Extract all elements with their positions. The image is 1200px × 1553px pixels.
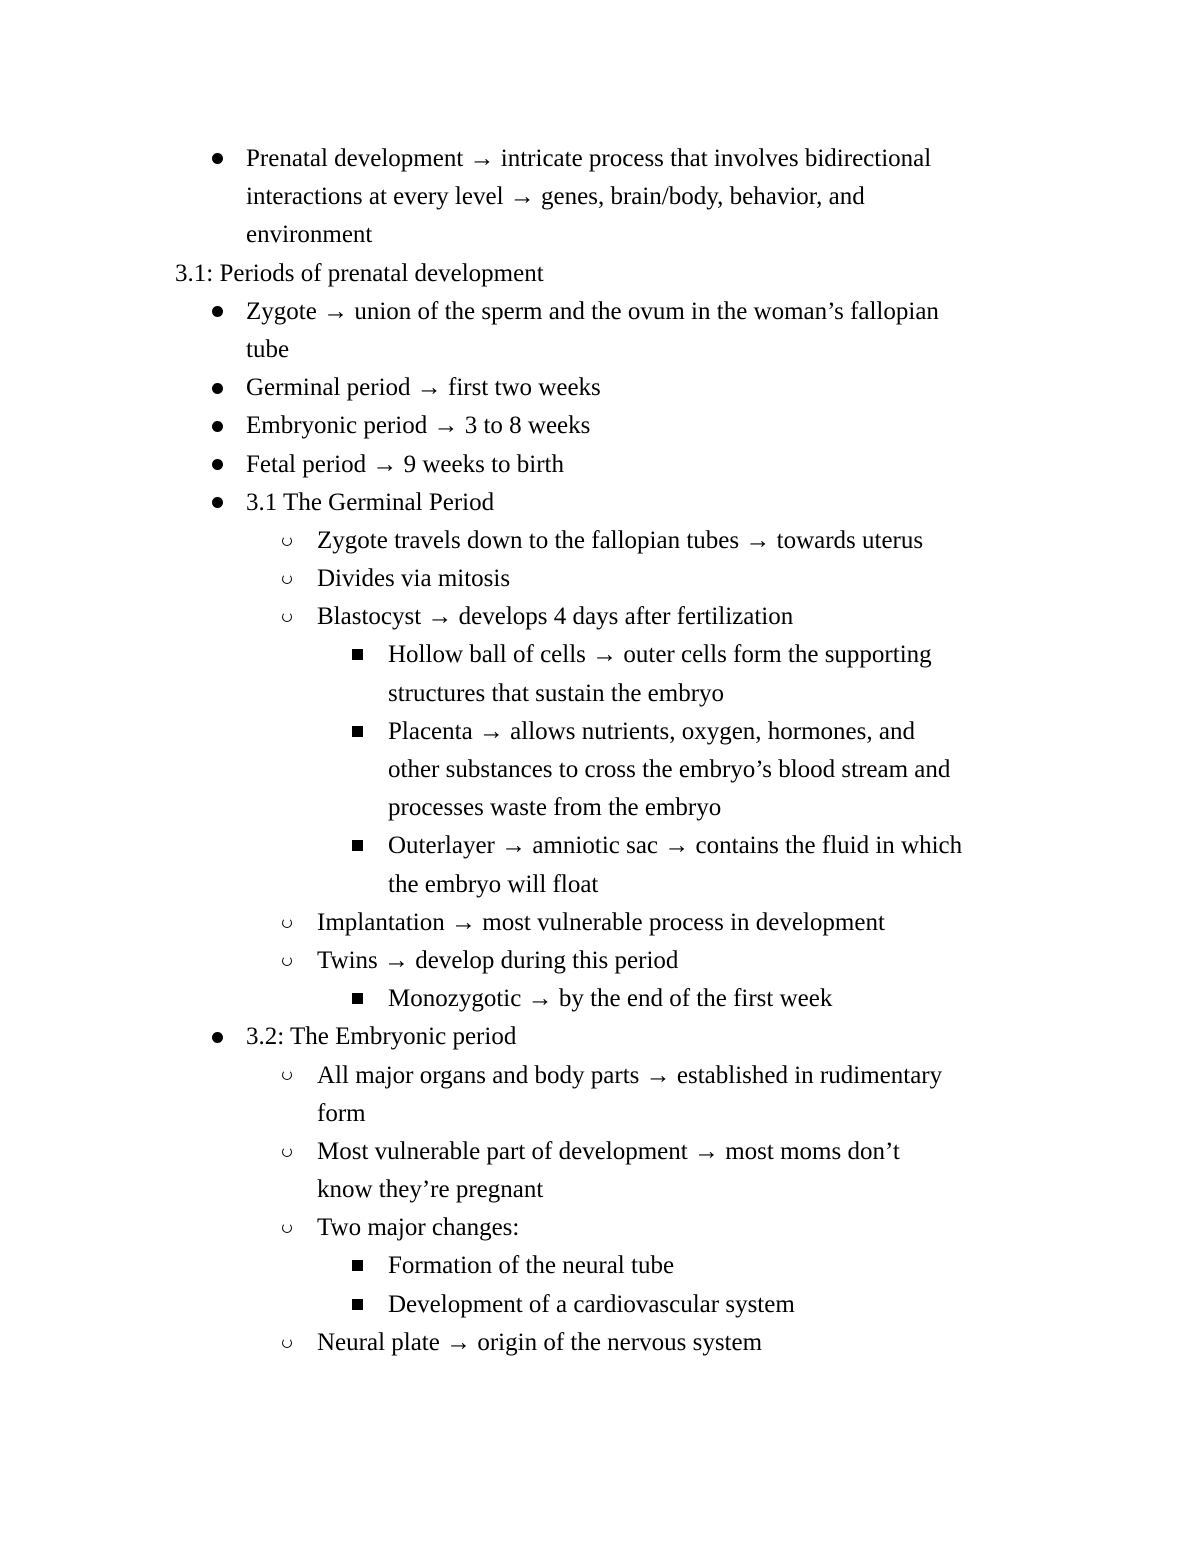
- bullet-dot-icon: [212, 1018, 223, 1056]
- bullet-ring-icon: [282, 1324, 292, 1362]
- bullet-ring-icon: [282, 560, 292, 598]
- list-item-level-2: [0, 1209, 1200, 1247]
- list-item-continuation: [0, 866, 1200, 904]
- line-text: form: [317, 1099, 366, 1127]
- bullet-square-icon: [352, 1286, 363, 1324]
- bullet-ring-icon: [282, 598, 292, 636]
- bullet-ring-icon: [282, 1209, 292, 1247]
- bullet-square-icon: [352, 980, 363, 1018]
- list-item-level-1: [0, 407, 1200, 445]
- list-item-continuation: [0, 789, 1200, 827]
- bullet-dot-icon: [212, 484, 223, 522]
- bullet-square-icon: [352, 1247, 363, 1285]
- list-item-level-1: [0, 140, 1200, 178]
- line-text: know they’re pregnant: [317, 1176, 544, 1204]
- line-text: Twins → develop during this period: [317, 946, 679, 974]
- line-text: Outerlayer → amniotic sac → contains the fluid in which: [388, 832, 963, 860]
- line-text: Embryonic period → 3 to 8 weeks: [246, 412, 591, 440]
- line-text: environment: [246, 221, 373, 249]
- list-item-continuation: [0, 1171, 1200, 1209]
- line-text: 3.2: The Embryonic period: [246, 1023, 517, 1051]
- list-item-level-2: [0, 598, 1200, 636]
- line-text: structures that sustain the embryo: [388, 679, 725, 707]
- line-text: interactions at every level → genes, brain/body, behavior, and: [246, 183, 865, 211]
- bullet-ring-icon: [282, 1133, 292, 1171]
- list-item-level-3: [0, 827, 1200, 865]
- line-text: 3.1 The Germinal Period: [246, 488, 495, 516]
- bullet-ring-icon: [282, 522, 292, 560]
- list-item-level-1: [0, 484, 1200, 522]
- bullet-dot-icon: [212, 407, 223, 445]
- line-text: Hollow ball of cells → outer cells form the supporting: [388, 641, 932, 669]
- line-text: Fetal period → 9 weeks to birth: [246, 450, 564, 478]
- line-text: Divides via mitosis: [317, 565, 511, 593]
- line-text: processes waste from the embryo: [388, 794, 722, 822]
- bullet-dot-icon: [212, 140, 223, 178]
- bullet-ring-icon: [282, 942, 292, 980]
- bullet-dot-icon: [212, 446, 223, 484]
- list-item-level-2: [0, 904, 1200, 942]
- list-item-level-3: [0, 713, 1200, 751]
- list-item-level-2: [0, 560, 1200, 598]
- list-item-level-2: [0, 1133, 1200, 1171]
- list-item-level-2: [0, 942, 1200, 980]
- list-item-level-3: [0, 980, 1200, 1018]
- list-item-continuation: [0, 331, 1200, 369]
- line-text: Formation of the neural tube: [388, 1252, 675, 1280]
- line-text: Development of a cardiovascular system: [388, 1290, 795, 1318]
- line-text: Placenta → allows nutrients, oxygen, hormones, and: [388, 717, 915, 745]
- bullet-square-icon: [352, 827, 363, 865]
- line-text: Zygote → union of the sperm and the ovum in the woman’s fallopian: [246, 297, 939, 325]
- list-item-continuation: [0, 751, 1200, 789]
- list-item-level-2: [0, 522, 1200, 560]
- line-text: Monozygotic → by the end of the first week: [388, 985, 833, 1013]
- line-text: Blastocyst → develops 4 days after fertilization: [317, 603, 794, 631]
- line-text: Two major changes:: [317, 1214, 520, 1242]
- list-item-level-1: [0, 369, 1200, 407]
- line-text: Prenatal development → intricate process that involves bidirectional: [246, 145, 932, 172]
- document-body: [0, 140, 1200, 1362]
- section-heading: [0, 255, 1200, 293]
- line-text: tube: [246, 335, 290, 363]
- list-item-level-3: [0, 636, 1200, 674]
- bullet-square-icon: [352, 713, 363, 751]
- list-item-level-3: [0, 1286, 1200, 1324]
- line-text: All major organs and body parts → established in rudimentary: [317, 1061, 943, 1089]
- list-item-level-1: [0, 446, 1200, 484]
- line-text: 3.1: Periods of prenatal development: [175, 259, 544, 287]
- bullet-dot-icon: [212, 293, 223, 331]
- list-item-continuation: [0, 675, 1200, 713]
- list-item-continuation: [0, 178, 1200, 216]
- line-text: Zygote travels down to the fallopian tubes → towards uterus: [317, 526, 924, 554]
- list-item-level-3: [0, 1247, 1200, 1285]
- list-item-level-1: [0, 293, 1200, 331]
- line-text: Germinal period → first two weeks: [246, 374, 601, 402]
- bullet-dot-icon: [212, 369, 223, 407]
- list-item-level-2: [0, 1057, 1200, 1095]
- line-text: other substances to cross the embryo’s blood stream and: [388, 756, 951, 783]
- bullet-ring-icon: [282, 1057, 292, 1095]
- line-text: Most vulnerable part of development → most moms don’t: [317, 1137, 900, 1165]
- line-text: Implantation → most vulnerable process in development: [317, 908, 885, 936]
- list-item-continuation: [0, 1095, 1200, 1133]
- bullet-square-icon: [352, 636, 363, 674]
- bullet-ring-icon: [282, 904, 292, 942]
- list-item-level-1: [0, 1018, 1200, 1056]
- list-item-level-2: [0, 1324, 1200, 1362]
- list-item-continuation: [0, 216, 1200, 254]
- line-text: the embryo will float: [388, 870, 599, 898]
- line-text: Neural plate → origin of the nervous system: [317, 1328, 763, 1356]
